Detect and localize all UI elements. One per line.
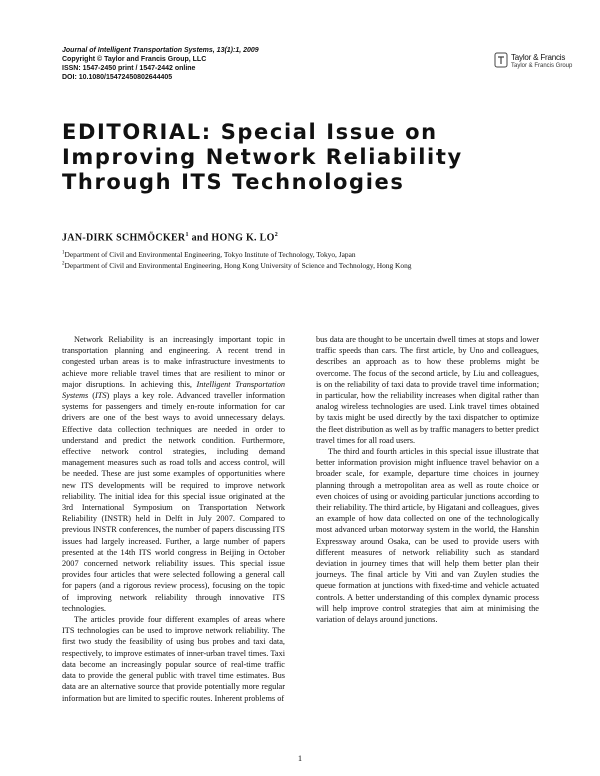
body-column-right bbox=[316, 334, 539, 625]
author-name: JAN-DIRK SCHMÖCKER bbox=[62, 232, 186, 244]
copyright-line: Copyright © Taylor and Francis Group, LLC bbox=[62, 56, 207, 63]
author-affiliation-marker: 1 bbox=[185, 232, 189, 238]
affiliation bbox=[62, 261, 411, 270]
affiliation-marker: 1 bbox=[62, 250, 65, 256]
body-column-left bbox=[62, 334, 285, 704]
author-affiliation-marker: 2 bbox=[274, 232, 279, 238]
journal-citation: Journal of Intelligent Transportation Systems, 13(1):1, 2009 bbox=[62, 47, 259, 54]
body-paragraph: The articles provide four different examples of areas where ITS technologies can be used to improve network reliability. The first two study the feasibility of using bus probes and taxi data, respectively, to improve estimates of inner-urban travel times. Taxi data become an increasingly popular source of real-time traffic data to provide the general public with travel time estimates. Bus data are an alternative source that provide potentially more regular information but are limited to specific routes. Inherent problems of bbox=[62, 615, 285, 703]
title-line: Through ITS Technologies bbox=[62, 170, 405, 194]
journal-header bbox=[62, 46, 259, 82]
publisher-group: Taylor & Francis Group bbox=[511, 63, 573, 69]
its-abbreviation: ITS bbox=[94, 391, 107, 401]
body-paragraph: The third and fourth articles in this special issue illustrate that better information provision might influence travel behavior on a broader scale, for example, departure time choices in journey planning through a metropolitan area as well as route choice or even choices of using or avoiding particular junctions according to their reliability. The third article, by Higatani and colleagues, gives an example of how data collected on one of the technologically most advanced urban motorway system in the world, the Hanshin Expressway around Osaka, can be used to provide users with different measures of network reliability such as standard deviation in journey times that will help them better plan their journeys. The final article by Viti and van Zuylen studies the queue formation at junctions with fixed-time and vehicle actuated controls. A better understanding of this complex dynamic process will help improve control strategies that aim at minimising the variation of delays around junctions. bbox=[316, 447, 539, 625]
body-paragraph-continued: bus data are thought to be uncertain dwell times at stops and lower traffic speeds than cars. The first article, by Uno and colleagues, describes an approach as to how these problems might be overcome. The focus of the second article, by Liu and colleagues, is on the reliability of taxi data to provide travel time information; in particular, how the reliability increases when digital rather than analog wireless technologies are used. Link travel times obtained by taxis might be used directly by the taxi dispatcher to optimize the fleet distribution as well as by traffic managers to better predict travel times for all road users. bbox=[316, 335, 539, 445]
publisher-logo bbox=[494, 50, 573, 76]
doi-line: DOI: 10.1080/15472450802644405 bbox=[62, 74, 173, 81]
author-list bbox=[62, 232, 278, 243]
title-line: EDITORIAL: Special Issue on bbox=[62, 120, 438, 144]
page-number: 1 bbox=[297, 753, 303, 763]
article-title bbox=[62, 120, 532, 195]
affiliation-text: Department of Civil and Environmental Engineering, Tokyo Institute of Technology, Tokyo, Japan bbox=[64, 250, 356, 259]
author-name: HONG K. LO bbox=[211, 232, 275, 244]
title-line: Improving Network Reliability bbox=[62, 145, 463, 169]
affiliation bbox=[62, 250, 356, 259]
publisher-name: Taylor & Francis bbox=[511, 53, 566, 62]
its-term: Intelligent Transportation Systems bbox=[62, 379, 285, 401]
body-paragraph: Network Reliability is an increasingly important topic in transportation planning and engineering. A recent trend in congested urban areas is to make infrastructure investments to achieve more reliable travel times that are resilient to minor or major disruptions. In achieving this, Intelligent Transportation Systems (ITS) plays a key role. Advanced traveller information systems for passengers and timely en-route information for car drivers are one of the best ways to avoid unnecessary delays. Effective data collection techniques are needed in order to understand and predict the network condition. Furthermore, effective network control strategies, including demand management measures such as road tolls and access control, will be needed. These are just some examples of opportunities where new ITS developments will be required to improve network reliability. The initial idea for this special issue originated at the 3rd International Symposium on Transportation Network Reliability (INSTR) held in Delft in July 2007. Compared to previous INSTR conferences, the number of papers discussing ITS issues had largely increased. Further, a large number of papers presented at the 14th ITS world congress in Beijing in October 2007 concerned network reliability issues. This special issue provides four articles that were selected following a general call for papers (and a rigorous review process), focusing on the topic of improving network reliability through innovative ITS technologies. bbox=[62, 335, 285, 613]
affiliation-text: Department of Civil and Environmental Engineering, Hong Kong University of Science and Technology, Hong Kong bbox=[64, 261, 412, 270]
author-conjunction: and bbox=[188, 232, 212, 244]
affiliation-marker: 2 bbox=[62, 261, 65, 267]
issn-line: ISSN: 1547-2450 print / 1547-2442 online bbox=[62, 65, 196, 72]
taylor-francis-logo-icon bbox=[494, 52, 508, 68]
